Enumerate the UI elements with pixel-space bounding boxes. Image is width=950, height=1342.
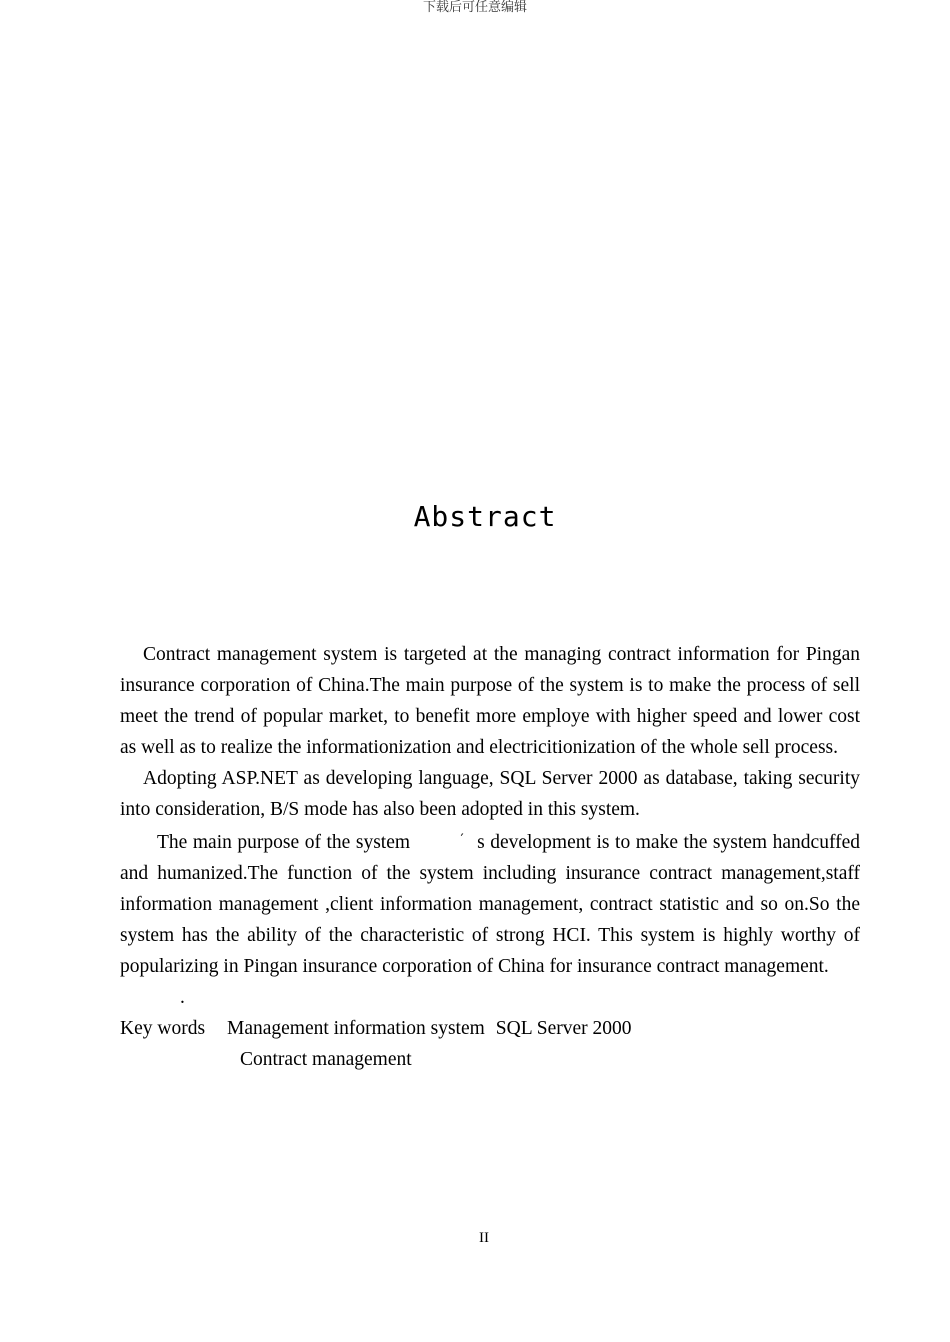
abstract-body	[120, 639, 860, 1075]
abstract-paragraph-1: Contract management system is targeted at the managing contract information for Pingan insurance corporation of China.The main purpose of the system is to make the process of sell meet the trend of popular market, to benefit more employe with higher speed and lower cost as well as to realize the informationization and electricitionization of the whole sell process.	[120, 644, 860, 758]
paragraph-3-apostrophe: ′	[460, 832, 464, 848]
page-number: II	[479, 1230, 489, 1246]
paragraph-3-before: The main purpose of the system	[157, 832, 411, 853]
stray-mark: .	[180, 987, 185, 1008]
keywords-label: Key words	[120, 1018, 206, 1039]
keywords-line-2	[120, 1044, 860, 1075]
keyword-item: Management information system	[227, 1018, 485, 1039]
abstract-title: Abstract	[413, 500, 557, 533]
keyword-item: SQL Server 2000	[495, 1018, 632, 1039]
header-note: 下载后可任意编辑	[422, 0, 527, 15]
keywords-line	[120, 1013, 860, 1044]
abstract-paragraph-2: Adopting ASP.NET as developing language, SQL Server 2000 as database, taking security into consideration, B/S mode has also been adopted in this system.	[120, 768, 860, 820]
keyword-item: Contract management	[240, 1049, 412, 1070]
paragraph-3-after: s development is to make the system handcuffed and humanized.The function of the system including insurance contract management,staff information management ,client information management, contract statistic and so on.So the system has the ability of the characteristic of strong HCI. This system is highly worthy of popularizing in Pingan insurance corporation of China for insurance contract management.	[120, 832, 860, 977]
abstract-paragraph-3	[120, 825, 860, 982]
